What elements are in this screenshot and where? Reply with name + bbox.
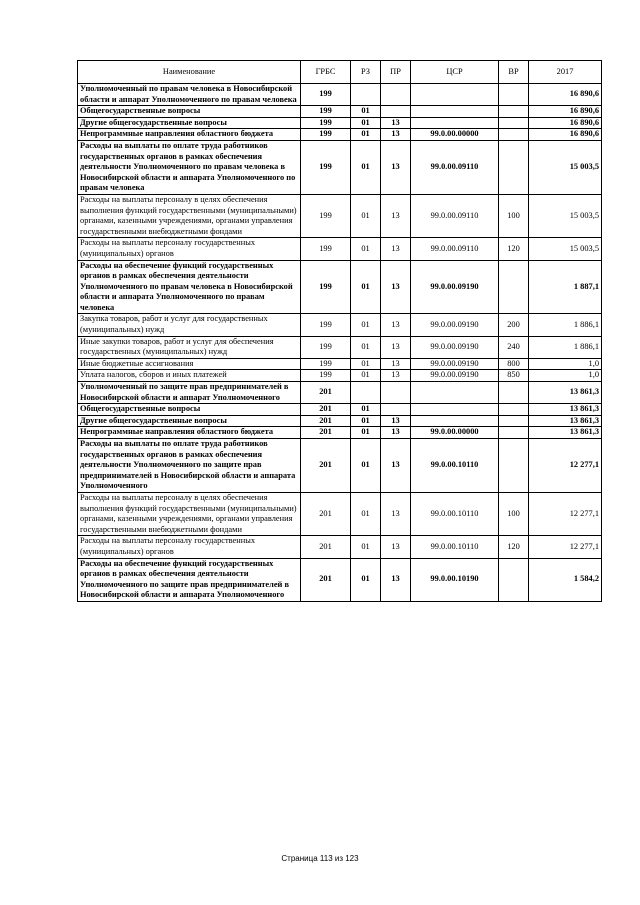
row-amount-cell: 16 890,6 (529, 84, 602, 106)
row-vr-cell (499, 117, 529, 129)
row-amount-cell: 13 861,3 (529, 382, 602, 404)
row-pr-cell: 13 (381, 260, 411, 314)
row-rz-cell: 01 (351, 106, 381, 118)
header-vr: ВР (499, 61, 529, 84)
row-amount-cell: 15 003,5 (529, 238, 602, 260)
row-vr-cell (499, 382, 529, 404)
row-name-cell: Общегосударственные вопросы (78, 404, 301, 416)
row-csr-cell: 99.0.00.00000 (411, 129, 499, 141)
row-rz-cell: 01 (351, 404, 381, 416)
row-vr-cell: 120 (499, 536, 529, 558)
row-grbs-cell: 201 (301, 404, 351, 416)
row-amount-cell: 15 003,5 (529, 194, 602, 237)
row-pr-cell: 13 (381, 117, 411, 129)
row-name-cell: Иные бюджетные ассигнования (78, 358, 301, 370)
row-grbs-cell: 201 (301, 492, 351, 535)
row-vr-cell (499, 129, 529, 141)
row-name-cell: Уплата налогов, сборов и иных платежей (78, 370, 301, 382)
row-vr-cell: 240 (499, 336, 529, 358)
row-name-cell: Расходы на выплаты по оплате труда работников государственных органов в рамках обеспечения деятельности Уполномоченного по защите прав предпринимателей в Новосибирской области и аппарата Уполномоченного (78, 439, 301, 493)
row-csr-cell (411, 404, 499, 416)
row-pr-cell: 13 (381, 336, 411, 358)
row-csr-cell: 99.0.00.10110 (411, 536, 499, 558)
row-amount-cell: 12 277,1 (529, 439, 602, 493)
row-grbs-cell: 199 (301, 336, 351, 358)
row-csr-cell: 99.0.00.00000 (411, 427, 499, 439)
row-rz-cell: 01 (351, 558, 381, 601)
row-pr-cell: 13 (381, 358, 411, 370)
row-vr-cell: 200 (499, 314, 529, 336)
row-pr-cell: 13 (381, 427, 411, 439)
row-vr-cell: 100 (499, 194, 529, 237)
table-row (78, 194, 602, 237)
row-name-cell: Расходы на выплаты персоналу в целях обеспечения выполнения функций государственными (муниципальными) органами, казенными учреждениями, органами управления государственными внебюджетными фондами (78, 492, 301, 535)
row-name-cell: Расходы на выплаты персоналу государственных (муниципальных) органов (78, 238, 301, 260)
row-rz-cell: 01 (351, 536, 381, 558)
header-pr: ПР (381, 61, 411, 84)
row-csr-cell: 99.0.00.09190 (411, 336, 499, 358)
row-rz-cell: 01 (351, 492, 381, 535)
row-name-cell: Непрограммные направления областного бюджета (78, 129, 301, 141)
table-row (78, 439, 602, 493)
row-rz-cell (351, 84, 381, 106)
row-pr-cell: 13 (381, 439, 411, 493)
row-vr-cell (499, 84, 529, 106)
row-amount-cell: 1,0 (529, 358, 602, 370)
row-pr-cell: 13 (381, 140, 411, 194)
row-vr-cell (499, 140, 529, 194)
row-grbs-cell: 199 (301, 260, 351, 314)
row-amount-cell: 16 890,6 (529, 106, 602, 118)
row-grbs-cell: 201 (301, 415, 351, 427)
row-rz-cell: 01 (351, 358, 381, 370)
row-rz-cell: 01 (351, 439, 381, 493)
row-pr-cell (381, 84, 411, 106)
header-rz: РЗ (351, 61, 381, 84)
table-row (78, 382, 602, 404)
row-vr-cell (499, 404, 529, 416)
row-amount-cell: 16 890,6 (529, 117, 602, 129)
row-grbs-cell: 199 (301, 129, 351, 141)
row-name-cell: Расходы на обеспечение функций государственных органов в рамках обеспечения деятельности Уполномоченного по правам человека в Новосибирской области и аппарата Уполномоченного по правам человека (78, 260, 301, 314)
row-vr-cell: 850 (499, 370, 529, 382)
row-csr-cell: 99.0.00.09110 (411, 140, 499, 194)
row-csr-cell: 99.0.00.09190 (411, 370, 499, 382)
row-name-cell: Иные закупки товаров, работ и услуг для обеспечения государственных (муниципальных) нужд (78, 336, 301, 358)
table-row (78, 415, 602, 427)
row-name-cell: Уполномоченный по правам человека в Новосибирской области и аппарат Уполномоченного по правам человека (78, 84, 301, 106)
row-grbs-cell: 199 (301, 106, 351, 118)
row-name-cell: Другие общегосударственные вопросы (78, 415, 301, 427)
row-grbs-cell: 201 (301, 427, 351, 439)
row-pr-cell: 13 (381, 314, 411, 336)
row-grbs-cell: 199 (301, 84, 351, 106)
row-grbs-cell: 199 (301, 358, 351, 370)
row-grbs-cell: 199 (301, 117, 351, 129)
header-grbs: ГРБС (301, 61, 351, 84)
budget-table (77, 60, 602, 602)
row-rz-cell: 01 (351, 194, 381, 237)
table-row (78, 558, 602, 601)
header-name: Наименование (78, 61, 301, 84)
row-name-cell: Непрограммные направления областного бюджета (78, 427, 301, 439)
row-amount-cell: 15 003,5 (529, 140, 602, 194)
table-row (78, 140, 602, 194)
row-grbs-cell: 199 (301, 370, 351, 382)
table-header-row (78, 61, 602, 84)
row-grbs-cell: 201 (301, 536, 351, 558)
header-csr: ЦСР (411, 61, 499, 84)
row-csr-cell (411, 117, 499, 129)
row-rz-cell (351, 382, 381, 404)
row-csr-cell: 99.0.00.10110 (411, 439, 499, 493)
row-csr-cell (411, 415, 499, 427)
row-amount-cell: 1 886,1 (529, 314, 602, 336)
row-amount-cell: 1 886,1 (529, 336, 602, 358)
row-name-cell: Уполномоченный по защите прав предпринимателей в Новосибирской области и аппарат Уполномоченного (78, 382, 301, 404)
table-row (78, 370, 602, 382)
table-row (78, 536, 602, 558)
row-vr-cell (499, 427, 529, 439)
header-year: 2017 (529, 61, 602, 84)
row-rz-cell: 01 (351, 129, 381, 141)
table-row (78, 336, 602, 358)
row-amount-cell: 1,0 (529, 370, 602, 382)
row-amount-cell: 13 861,3 (529, 427, 602, 439)
row-grbs-cell: 199 (301, 140, 351, 194)
row-amount-cell: 1 584,2 (529, 558, 602, 601)
table-row (78, 404, 602, 416)
row-vr-cell: 100 (499, 492, 529, 535)
row-pr-cell: 13 (381, 129, 411, 141)
row-rz-cell: 01 (351, 370, 381, 382)
page-number: Страница 113 из 123 (281, 854, 359, 863)
row-csr-cell: 99.0.00.10110 (411, 492, 499, 535)
row-grbs-cell: 199 (301, 194, 351, 237)
row-rz-cell: 01 (351, 238, 381, 260)
row-pr-cell: 13 (381, 536, 411, 558)
table-row (78, 129, 602, 141)
row-csr-cell (411, 382, 499, 404)
row-rz-cell: 01 (351, 415, 381, 427)
row-vr-cell (499, 439, 529, 493)
row-name-cell: Расходы на обеспечение функций государственных органов в рамках обеспечения деятельности Уполномоченного по защите прав предпринимателей в Новосибирской области и аппарата Уполномоченного (78, 558, 301, 601)
row-amount-cell: 1 887,1 (529, 260, 602, 314)
row-grbs-cell: 201 (301, 382, 351, 404)
row-grbs-cell: 201 (301, 439, 351, 493)
row-rz-cell: 01 (351, 117, 381, 129)
row-amount-cell: 12 277,1 (529, 492, 602, 535)
row-amount-cell: 16 890,6 (529, 129, 602, 141)
table-row (78, 492, 602, 535)
row-vr-cell: 120 (499, 238, 529, 260)
row-amount-cell: 13 861,3 (529, 415, 602, 427)
row-pr-cell (381, 106, 411, 118)
row-csr-cell: 99.0.00.09190 (411, 314, 499, 336)
table-row (78, 260, 602, 314)
table-row (78, 238, 602, 260)
row-name-cell: Другие общегосударственные вопросы (78, 117, 301, 129)
row-grbs-cell: 201 (301, 558, 351, 601)
row-vr-cell (499, 558, 529, 601)
row-rz-cell: 01 (351, 260, 381, 314)
table-body (78, 84, 602, 602)
row-name-cell: Расходы на выплаты персоналу в целях обеспечения выполнения функций государственными (муниципальными) органами, казенными учреждениями, органами управления государственными внебюджетными фондами (78, 194, 301, 237)
row-csr-cell (411, 106, 499, 118)
table-row (78, 314, 602, 336)
row-amount-cell: 13 861,3 (529, 404, 602, 416)
row-pr-cell: 13 (381, 415, 411, 427)
row-pr-cell: 13 (381, 370, 411, 382)
row-pr-cell: 13 (381, 194, 411, 237)
row-name-cell: Общегосударственные вопросы (78, 106, 301, 118)
row-pr-cell (381, 404, 411, 416)
row-vr-cell: 800 (499, 358, 529, 370)
row-name-cell: Расходы на выплаты персоналу государственных (муниципальных) органов (78, 536, 301, 558)
row-csr-cell (411, 84, 499, 106)
row-rz-cell: 01 (351, 140, 381, 194)
row-vr-cell (499, 260, 529, 314)
row-name-cell: Расходы на выплаты по оплате труда работников государственных органов в рамках обеспечения деятельности Уполномоченного по правам человека в Новосибирской области и аппарата Уполномоченного по правам человека (78, 140, 301, 194)
row-grbs-cell: 199 (301, 238, 351, 260)
row-pr-cell (381, 382, 411, 404)
row-csr-cell: 99.0.00.09110 (411, 238, 499, 260)
row-vr-cell (499, 415, 529, 427)
row-csr-cell: 99.0.00.09110 (411, 194, 499, 237)
row-rz-cell: 01 (351, 336, 381, 358)
table-row (78, 427, 602, 439)
row-csr-cell: 99.0.00.09190 (411, 358, 499, 370)
row-csr-cell: 99.0.00.10190 (411, 558, 499, 601)
row-name-cell: Закупка товаров, работ и услуг для государственных (муниципальных) нужд (78, 314, 301, 336)
row-rz-cell: 01 (351, 314, 381, 336)
row-amount-cell: 12 277,1 (529, 536, 602, 558)
row-pr-cell: 13 (381, 558, 411, 601)
row-rz-cell: 01 (351, 427, 381, 439)
table-row (78, 358, 602, 370)
row-pr-cell: 13 (381, 492, 411, 535)
row-csr-cell: 99.0.00.09190 (411, 260, 499, 314)
table-row (78, 117, 602, 129)
row-grbs-cell: 199 (301, 314, 351, 336)
row-vr-cell (499, 106, 529, 118)
row-pr-cell: 13 (381, 238, 411, 260)
table-row (78, 84, 602, 106)
table-row (78, 106, 602, 118)
